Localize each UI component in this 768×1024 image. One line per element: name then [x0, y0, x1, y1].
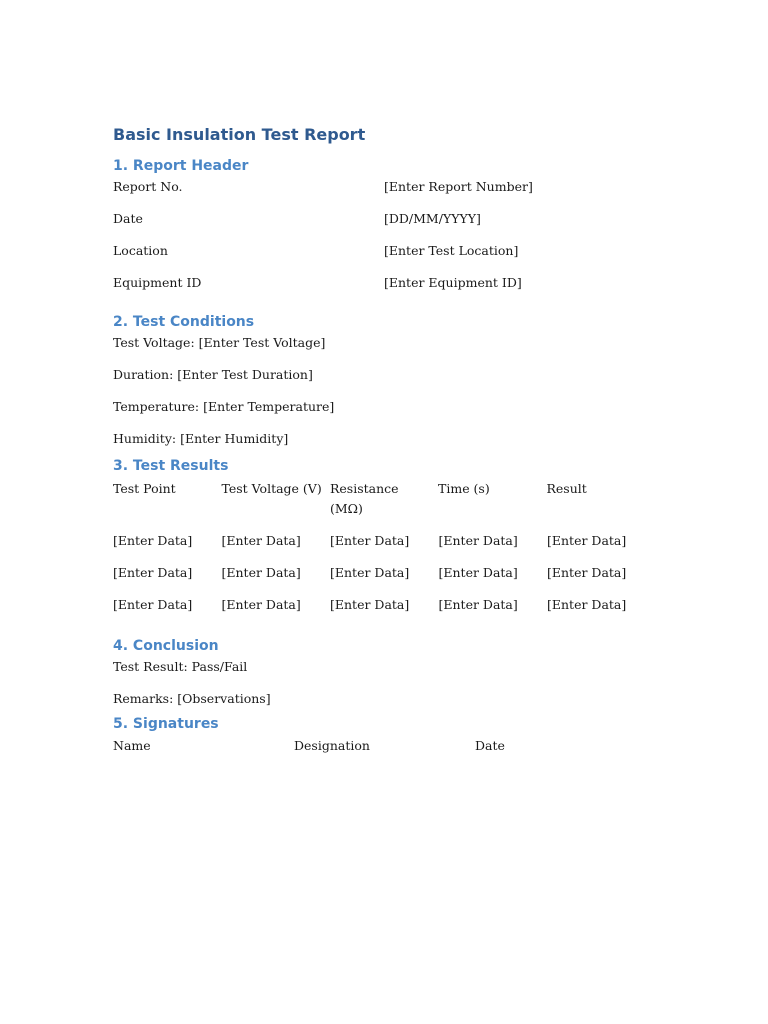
table-cell: [Enter Data] [438, 533, 518, 548]
column-header: Test Voltage (V) [221, 481, 322, 496]
section-heading-conclusion: 4. Conclusion [113, 638, 219, 654]
table-cell: [Enter Data] [113, 533, 193, 548]
section-heading-test-conditions: 2. Test Conditions [113, 314, 255, 330]
table-cell: [Enter Data] [221, 533, 301, 548]
table-row [113, 563, 673, 595]
field-value: [Enter Equipment ID] [384, 275, 522, 290]
conclusion-list [113, 659, 673, 715]
table-cell: [Enter Data] [113, 597, 193, 612]
section-heading-report-header: 1. Report Header [113, 158, 249, 174]
field-value: [DD/MM/YYYY] [384, 211, 481, 226]
condition-line: Duration: [Enter Test Duration] [113, 367, 313, 382]
field-label: Date [113, 211, 143, 226]
signature-label-name: Name [113, 738, 151, 753]
column-header: Result [546, 481, 587, 496]
table-cell: [Enter Data] [113, 565, 193, 580]
field-label: Report No. [113, 179, 183, 194]
table-row [113, 595, 673, 633]
table-cell: [Enter Data] [221, 565, 301, 580]
field-label: Location [113, 243, 168, 258]
conclusion-line: Test Result: Pass/Fail [113, 659, 248, 674]
table-cell: [Enter Data] [547, 565, 627, 580]
report-header-fields [113, 179, 673, 307]
test-conditions-list [113, 335, 673, 457]
table-cell: [Enter Data] [330, 533, 410, 548]
table-cell: [Enter Data] [547, 533, 627, 548]
column-header: Resistance (MΩ) [330, 481, 399, 516]
table-cell: [Enter Data] [547, 597, 627, 612]
column-header: Test Point [113, 481, 176, 496]
table-header-row [113, 479, 673, 531]
table-cell: [Enter Data] [221, 597, 301, 612]
field-row [113, 243, 673, 275]
table-row [113, 531, 673, 563]
table-cell: [Enter Data] [438, 597, 518, 612]
field-row [113, 275, 673, 307]
section-heading-signatures: 5. Signatures [113, 716, 219, 732]
signature-label-designation: Designation [294, 738, 370, 753]
field-value: [Enter Report Number] [384, 179, 533, 194]
condition-line: Test Voltage: [Enter Test Voltage] [113, 335, 326, 350]
document-title: Basic Insulation Test Report [113, 125, 366, 144]
table-cell: [Enter Data] [330, 597, 410, 612]
table-cell: [Enter Data] [330, 565, 410, 580]
conclusion-line: Remarks: [Observations] [113, 691, 271, 706]
document-page [113, 124, 673, 754]
column-header: Time (s) [438, 481, 490, 496]
signature-row [113, 738, 673, 754]
field-row [113, 211, 673, 243]
signature-label-date: Date [475, 738, 505, 753]
condition-line: Temperature: [Enter Temperature] [113, 399, 335, 414]
field-label: Equipment ID [113, 275, 202, 290]
field-row [113, 179, 673, 211]
table-cell: [Enter Data] [438, 565, 518, 580]
condition-line: Humidity: [Enter Humidity] [113, 431, 289, 446]
section-heading-test-results: 3. Test Results [113, 458, 229, 474]
results-table [113, 479, 673, 633]
field-value: [Enter Test Location] [384, 243, 519, 258]
